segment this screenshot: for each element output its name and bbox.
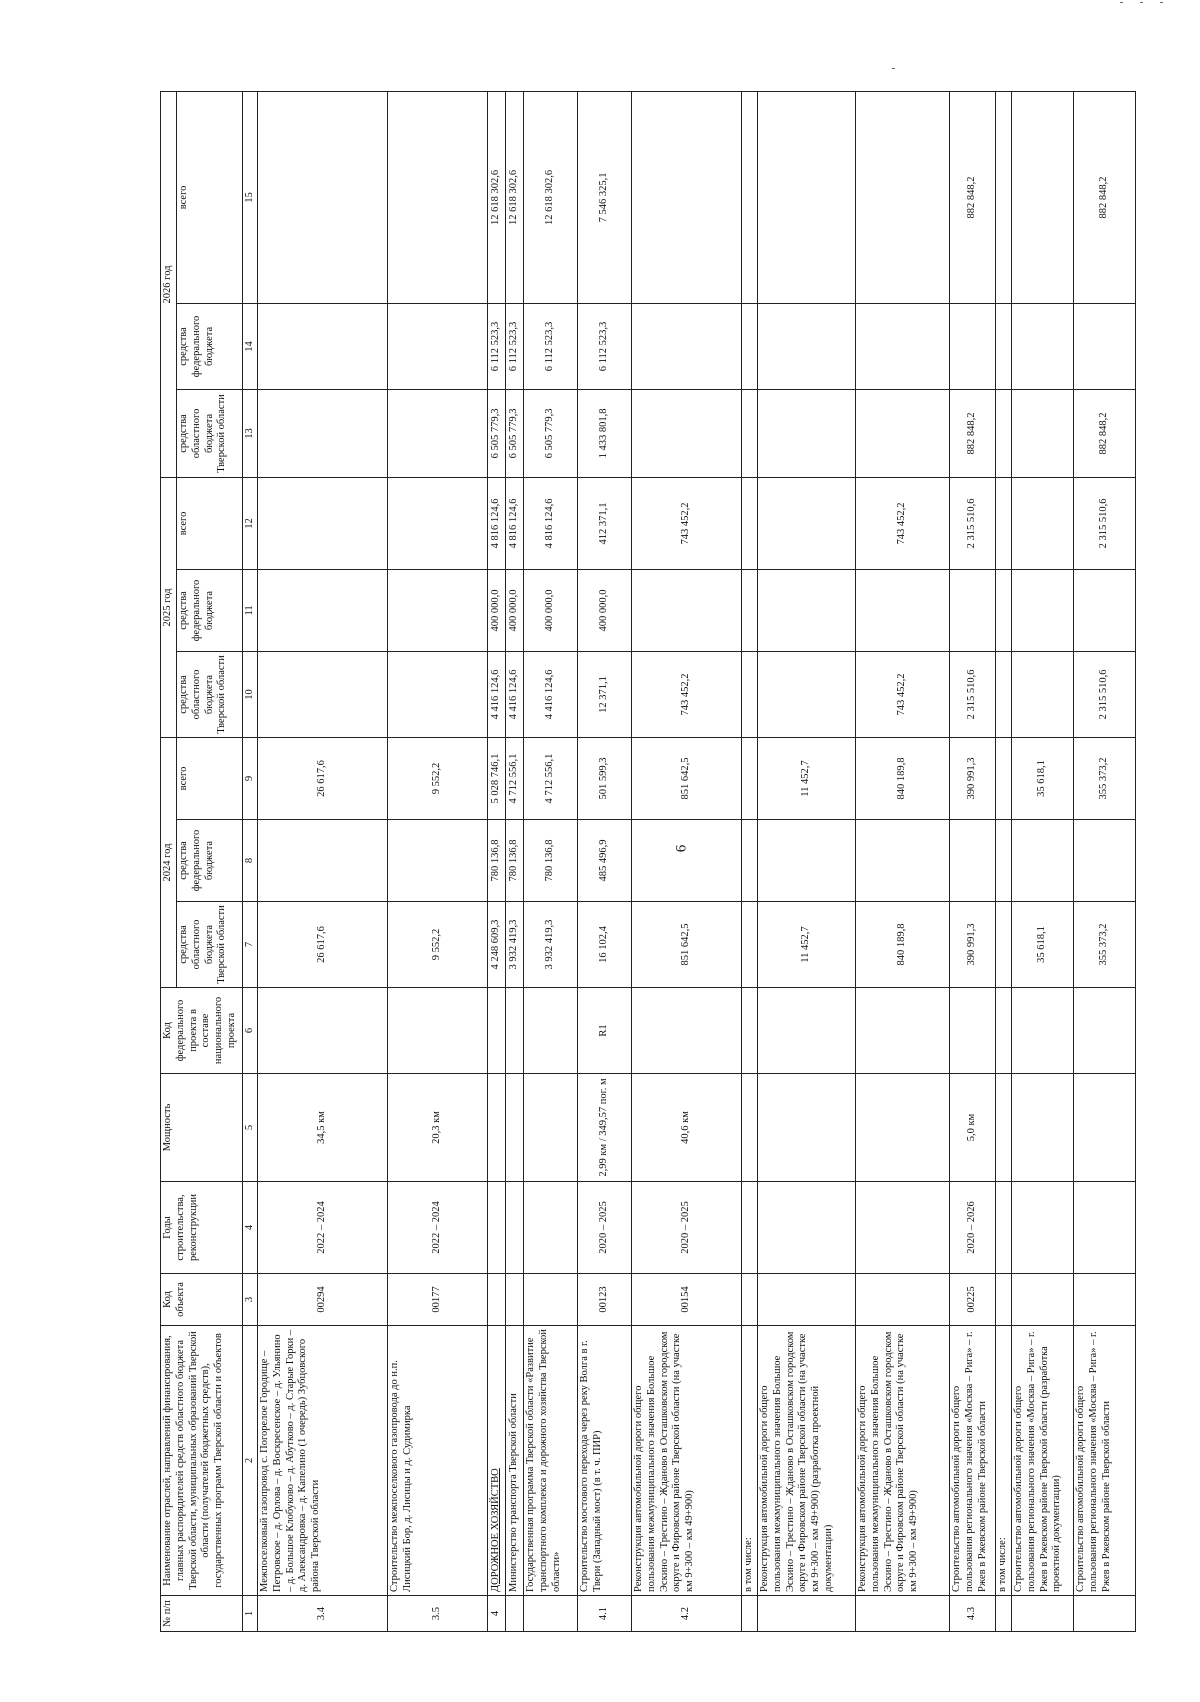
value-2024-federal bbox=[950, 820, 996, 902]
construction-years bbox=[856, 1182, 950, 1274]
value-2025-regional bbox=[742, 651, 758, 737]
col-number: 10 bbox=[243, 651, 258, 737]
construction-years: 2022 – 2024 bbox=[258, 1182, 388, 1274]
object-code bbox=[742, 1274, 758, 1326]
value-2025-total: 4 816 124,6 bbox=[524, 477, 578, 569]
header-federal-project-code: Код федерального проекта в составе национального проекта bbox=[161, 988, 243, 1074]
value-2024-federal: 780 136,8 bbox=[488, 820, 506, 902]
value-2025-total: 743 452,2 bbox=[632, 477, 742, 569]
row-number bbox=[524, 1596, 578, 1632]
table-row bbox=[950, 91, 996, 1631]
value-2025-total bbox=[388, 477, 488, 569]
value-2024-federal: 485 496,9 bbox=[578, 820, 632, 902]
value-2026-total bbox=[856, 91, 950, 303]
federal-project-code bbox=[950, 988, 996, 1074]
column-number-row bbox=[243, 91, 258, 1631]
col-number: 15 bbox=[243, 91, 258, 303]
value-2025-regional: 4 416 124,6 bbox=[488, 651, 506, 737]
table-row bbox=[506, 91, 524, 1631]
header-2025: 2025 год bbox=[161, 477, 177, 737]
row-number: 3.4 bbox=[258, 1596, 388, 1632]
table-row bbox=[258, 91, 388, 1631]
row-name: ДОРОЖНОЕ ХОЗЯЙСТВО bbox=[488, 1326, 506, 1596]
value-2026-regional bbox=[1012, 389, 1074, 477]
row-number: 4 bbox=[488, 1596, 506, 1632]
value-2024-regional: 840 189,8 bbox=[856, 902, 950, 988]
header-no: № п/п bbox=[161, 1596, 243, 1632]
value-2026-regional: 6 505 779,3 bbox=[488, 389, 506, 477]
federal-project-code bbox=[758, 988, 856, 1074]
value-2026-regional bbox=[996, 389, 1012, 477]
construction-years: 2022 – 2024 bbox=[388, 1182, 488, 1274]
value-2024-regional: 16 102,4 bbox=[578, 902, 632, 988]
federal-project-code bbox=[742, 988, 758, 1074]
value-2024-total: 840 189,8 bbox=[856, 737, 950, 819]
value-2026-federal bbox=[632, 303, 742, 389]
row-number bbox=[856, 1596, 950, 1632]
value-2026-federal bbox=[1012, 303, 1074, 389]
capacity bbox=[856, 1074, 950, 1182]
federal-project-code bbox=[488, 988, 506, 1074]
object-code bbox=[524, 1274, 578, 1326]
value-2026-regional bbox=[758, 389, 856, 477]
value-2025-regional: 12 371,1 bbox=[578, 651, 632, 737]
col-number: 8 bbox=[243, 820, 258, 902]
value-2025-federal: 400 000,0 bbox=[506, 569, 524, 651]
header-name: Наименование отраслей, направлений финансирования, главных распорядителей средств областного бюджета Тверской области, муниципальных образований Тверской области (получателей бюджетных средств), государственных программ Тверской области и объектов bbox=[161, 1326, 243, 1596]
object-code: 00154 bbox=[632, 1274, 742, 1326]
value-2025-total bbox=[758, 477, 856, 569]
capacity: 5,0 км bbox=[950, 1074, 996, 1182]
value-2026-federal bbox=[758, 303, 856, 389]
construction-years: 2020 – 2026 bbox=[950, 1182, 996, 1274]
object-code: 00123 bbox=[578, 1274, 632, 1326]
value-2025-total bbox=[1012, 477, 1074, 569]
value-2024-federal bbox=[996, 820, 1012, 902]
capacity bbox=[488, 1074, 506, 1182]
row-name: Строительство мостового перехода через реку Волга в г. Твери (Западный мост) (в т. ч. ПИР) bbox=[578, 1326, 632, 1596]
value-2025-regional bbox=[258, 651, 388, 737]
row-name: Министерство транспорта Тверской области bbox=[506, 1326, 524, 1596]
value-2025-federal bbox=[258, 569, 388, 651]
value-2025-total: 743 452,2 bbox=[856, 477, 950, 569]
header-2026-total: всего bbox=[177, 91, 243, 303]
header-years: Годы строительства, реконструкции bbox=[161, 1182, 243, 1274]
value-2025-regional bbox=[1012, 651, 1074, 737]
value-2024-regional: 3 932 419,3 bbox=[506, 902, 524, 988]
value-2024-total: 501 599,3 bbox=[578, 737, 632, 819]
row-number: 4.2 bbox=[632, 1596, 742, 1632]
object-code bbox=[856, 1274, 950, 1326]
value-2024-total: 355 373,2 bbox=[1074, 737, 1136, 819]
object-code bbox=[1074, 1274, 1136, 1326]
value-2025-total: 2 315 510,6 bbox=[950, 477, 996, 569]
value-2024-regional: 355 373,2 bbox=[1074, 902, 1136, 988]
col-number: 14 bbox=[243, 303, 258, 389]
value-2024-total: 851 642,5 bbox=[632, 737, 742, 819]
value-2025-total bbox=[742, 477, 758, 569]
header-2024: 2024 год bbox=[161, 737, 177, 987]
value-2024-total: 4 712 556,1 bbox=[506, 737, 524, 819]
value-2026-regional: 6 505 779,3 bbox=[506, 389, 524, 477]
value-2026-federal bbox=[388, 303, 488, 389]
header-object-code: Код объекта bbox=[161, 1274, 243, 1326]
value-2025-federal bbox=[632, 569, 742, 651]
value-2026-federal: 6 112 523,3 bbox=[488, 303, 506, 389]
construction-years bbox=[488, 1182, 506, 1274]
value-2025-total bbox=[258, 477, 388, 569]
table-row bbox=[856, 91, 950, 1631]
col-number: 11 bbox=[243, 569, 258, 651]
row-name: Реконструкция автомобильной дороги общего пользования межмуниципального значения Большое Эскино – Трестино – Жданово в Осташковском городском округе и Фировском районе Тверской области (на участке км 9+300 – км 49+900) (разработка проектной документации) bbox=[758, 1326, 856, 1596]
capacity bbox=[996, 1074, 1012, 1182]
value-2026-total: 12 618 302,6 bbox=[506, 91, 524, 303]
value-2025-federal bbox=[742, 569, 758, 651]
row-number bbox=[742, 1596, 758, 1632]
col-number: 4 bbox=[243, 1182, 258, 1274]
row-name: Реконструкция автомобильной дороги общего пользования межмуниципального значения Большое Эскино – Трестино – Жданово в Осташковском городском округе и Фировском районе Тверской области (на участке км 9+300 – км 49+900) bbox=[632, 1326, 742, 1596]
value-2025-federal bbox=[1012, 569, 1074, 651]
federal-project-code bbox=[258, 988, 388, 1074]
value-2025-federal: 400 000,0 bbox=[578, 569, 632, 651]
capacity bbox=[742, 1074, 758, 1182]
construction-years: 2020 – 2025 bbox=[632, 1182, 742, 1274]
value-2024-total: 35 618,1 bbox=[1012, 737, 1074, 819]
row-number: 4.3 bbox=[950, 1596, 996, 1632]
value-2024-federal: 780 136,8 bbox=[524, 820, 578, 902]
row-name: в том числе: bbox=[996, 1326, 1012, 1596]
capacity bbox=[506, 1074, 524, 1182]
value-2026-total: 7 546 325,1 bbox=[578, 91, 632, 303]
value-2025-total: 2 315 510,6 bbox=[1074, 477, 1136, 569]
row-name: Строительство межпоселкового газопровода до н.п. Лисицкий Бор, д. Лисицы и д. Судимирка bbox=[388, 1326, 488, 1596]
value-2026-total: 882 848,2 bbox=[1074, 91, 1136, 303]
row-name: Строительство автомобильной дороги общего пользования регионального значения «Москва – Рига» – г. Ржев в Ржевском районе Тверской области bbox=[1074, 1326, 1136, 1596]
value-2026-regional bbox=[742, 389, 758, 477]
value-2026-total bbox=[388, 91, 488, 303]
value-2024-total: 11 452,7 bbox=[758, 737, 856, 819]
value-2026-federal: 6 112 523,3 bbox=[506, 303, 524, 389]
value-2026-total bbox=[632, 91, 742, 303]
value-2026-total bbox=[1012, 91, 1074, 303]
capacity bbox=[1074, 1074, 1136, 1182]
row-number bbox=[1074, 1596, 1136, 1632]
value-2025-regional: 743 452,2 bbox=[632, 651, 742, 737]
value-2024-federal bbox=[632, 820, 742, 902]
capacity: 20,3 км bbox=[388, 1074, 488, 1182]
row-name: в том числе: bbox=[742, 1326, 758, 1596]
table-row bbox=[632, 91, 742, 1631]
value-2025-regional bbox=[388, 651, 488, 737]
table-row bbox=[524, 91, 578, 1631]
header-2024-regional: средства областного бюджета Тверской области bbox=[177, 902, 243, 988]
value-2025-regional: 4 416 124,6 bbox=[524, 651, 578, 737]
header-power: Мощность bbox=[161, 1074, 243, 1182]
object-code bbox=[996, 1274, 1012, 1326]
value-2025-federal bbox=[1074, 569, 1136, 651]
value-2024-federal bbox=[388, 820, 488, 902]
value-2024-regional: 35 618,1 bbox=[1012, 902, 1074, 988]
construction-years bbox=[1074, 1182, 1136, 1274]
value-2024-regional: 4 248 609,3 bbox=[488, 902, 506, 988]
value-2024-federal bbox=[742, 820, 758, 902]
scan-mark bbox=[1120, 2, 1123, 3]
row-number bbox=[506, 1596, 524, 1632]
object-code bbox=[758, 1274, 856, 1326]
value-2025-total: 4 816 124,6 bbox=[506, 477, 524, 569]
construction-years bbox=[1012, 1182, 1074, 1274]
col-number: 5 bbox=[243, 1074, 258, 1182]
federal-project-code bbox=[1012, 988, 1074, 1074]
value-2025-federal: 400 000,0 bbox=[488, 569, 506, 651]
col-number: 3 bbox=[243, 1274, 258, 1326]
header-2025-regional: средства областного бюджета Тверской области bbox=[177, 651, 243, 737]
value-2026-federal bbox=[856, 303, 950, 389]
table-row bbox=[578, 91, 632, 1631]
value-2024-federal bbox=[758, 820, 856, 902]
row-name: Межпоселковый газопровод с. Погорелое Городище – Петровское – д. Орлова – д. Воскресенское – д. Ульянино – д. Большое Клобуково – д. Абутково – д. Старые Горки – д. Александровка – д. Капелино (1 очередь) Зубцовского района Тверской области bbox=[258, 1326, 388, 1596]
value-2024-regional: 851 642,5 bbox=[632, 902, 742, 988]
value-2024-federal bbox=[1074, 820, 1136, 902]
value-2026-federal bbox=[996, 303, 1012, 389]
header-2026: 2026 год bbox=[161, 91, 177, 477]
table-row bbox=[742, 91, 758, 1631]
object-code bbox=[506, 1274, 524, 1326]
federal-project-code bbox=[388, 988, 488, 1074]
scan-mark bbox=[892, 68, 895, 69]
header-2026-federal: средства федерального бюджета bbox=[177, 303, 243, 389]
value-2025-total bbox=[996, 477, 1012, 569]
value-2026-federal bbox=[950, 303, 996, 389]
value-2026-regional: 6 505 779,3 bbox=[524, 389, 578, 477]
row-name: Государственная программа Тверской области «Развитие транспортного комплекса и дорожного хозяйства Тверской области» bbox=[524, 1326, 578, 1596]
construction-years bbox=[758, 1182, 856, 1274]
investment-table bbox=[160, 91, 1136, 1632]
row-number bbox=[996, 1596, 1012, 1632]
capacity: 2,99 км / 349,57 пог. м bbox=[578, 1074, 632, 1182]
object-code bbox=[1012, 1274, 1074, 1326]
value-2026-federal: 6 112 523,3 bbox=[578, 303, 632, 389]
value-2024-total: 9 552,2 bbox=[388, 737, 488, 819]
value-2025-federal bbox=[856, 569, 950, 651]
scan-mark bbox=[1160, 2, 1163, 3]
table-row bbox=[758, 91, 856, 1631]
value-2024-total bbox=[996, 737, 1012, 819]
rotated-table-container bbox=[160, 92, 1200, 1632]
row-number bbox=[1012, 1596, 1074, 1632]
row-name: Реконструкция автомобильной дороги общего пользования межмуниципального значения Большое Эскино – Трестино – Жданово в Осташковском городском округе и Фировском районе Тверской области (на участке км 9+300 – км 49+900) bbox=[856, 1326, 950, 1596]
col-number: 9 bbox=[243, 737, 258, 819]
federal-project-code bbox=[632, 988, 742, 1074]
value-2025-total: 412 371,1 bbox=[578, 477, 632, 569]
value-2026-federal bbox=[258, 303, 388, 389]
value-2026-total bbox=[996, 91, 1012, 303]
federal-project-code bbox=[856, 988, 950, 1074]
header-2025-total: всего bbox=[177, 477, 243, 569]
value-2026-federal bbox=[1074, 303, 1136, 389]
value-2024-regional: 3 932 419,3 bbox=[524, 902, 578, 988]
value-2025-federal bbox=[950, 569, 996, 651]
capacity bbox=[524, 1074, 578, 1182]
col-number: 12 bbox=[243, 477, 258, 569]
row-name: Строительство автомобильной дороги общего пользования регионального значения «Москва – Рига» – г. Ржев в Ржевском районе Тверской области (разработка проектной документации) bbox=[1012, 1326, 1074, 1596]
value-2025-federal bbox=[996, 569, 1012, 651]
table-row bbox=[488, 91, 506, 1631]
value-2026-federal bbox=[742, 303, 758, 389]
value-2025-regional: 743 452,2 bbox=[856, 651, 950, 737]
table-row bbox=[388, 91, 488, 1631]
federal-project-code bbox=[1074, 988, 1136, 1074]
scan-mark bbox=[1140, 2, 1143, 3]
col-number: 13 bbox=[243, 389, 258, 477]
value-2025-federal: 400 000,0 bbox=[524, 569, 578, 651]
value-2025-regional: 4 416 124,6 bbox=[506, 651, 524, 737]
value-2025-regional: 2 315 510,6 bbox=[1074, 651, 1136, 737]
value-2024-total: 390 991,3 bbox=[950, 737, 996, 819]
value-2026-regional bbox=[856, 389, 950, 477]
federal-project-code bbox=[524, 988, 578, 1074]
capacity bbox=[1012, 1074, 1074, 1182]
value-2025-regional: 2 315 510,6 bbox=[950, 651, 996, 737]
object-code: 00294 bbox=[258, 1274, 388, 1326]
value-2024-federal bbox=[258, 820, 388, 902]
header-2026-regional: средства областного бюджета Тверской области bbox=[177, 389, 243, 477]
value-2026-regional bbox=[632, 389, 742, 477]
value-2025-federal bbox=[758, 569, 856, 651]
value-2024-federal bbox=[1012, 820, 1074, 902]
value-2024-regional bbox=[742, 902, 758, 988]
col-number: 1 bbox=[243, 1596, 258, 1632]
value-2024-total: 26 617,6 bbox=[258, 737, 388, 819]
value-2025-total: 4 816 124,6 bbox=[488, 477, 506, 569]
construction-years bbox=[524, 1182, 578, 1274]
construction-years bbox=[742, 1182, 758, 1274]
capacity bbox=[758, 1074, 856, 1182]
value-2024-total bbox=[742, 737, 758, 819]
federal-project-code: R1 bbox=[578, 988, 632, 1074]
value-2026-total bbox=[742, 91, 758, 303]
value-2025-federal bbox=[388, 569, 488, 651]
value-2026-regional bbox=[388, 389, 488, 477]
table-row bbox=[1074, 91, 1136, 1631]
value-2026-total bbox=[258, 91, 388, 303]
row-number bbox=[758, 1596, 856, 1632]
header-2024-total: всего bbox=[177, 737, 243, 819]
value-2025-regional bbox=[758, 651, 856, 737]
value-2024-regional: 9 552,2 bbox=[388, 902, 488, 988]
value-2024-regional bbox=[996, 902, 1012, 988]
row-name: Строительство автомобильной дороги общего пользования регионального значения «Москва – Рига» – г. Ржев в Ржевском районе Тверской области bbox=[950, 1326, 996, 1596]
value-2026-federal: 6 112 523,3 bbox=[524, 303, 578, 389]
object-code bbox=[488, 1274, 506, 1326]
federal-project-code bbox=[996, 988, 1012, 1074]
object-code: 00177 bbox=[388, 1274, 488, 1326]
construction-years bbox=[506, 1182, 524, 1274]
value-2026-regional: 882 848,2 bbox=[950, 389, 996, 477]
header-2025-federal: средства федерального бюджета bbox=[177, 569, 243, 651]
capacity: 34,5 км bbox=[258, 1074, 388, 1182]
value-2024-regional: 26 617,6 bbox=[258, 902, 388, 988]
col-number: 7 bbox=[243, 902, 258, 988]
construction-years bbox=[996, 1182, 1012, 1274]
table-row bbox=[996, 91, 1012, 1631]
value-2026-total: 882 848,2 bbox=[950, 91, 996, 303]
object-code: 00225 bbox=[950, 1274, 996, 1326]
value-2024-federal: 780 136,8 bbox=[506, 820, 524, 902]
value-2024-total: 5 028 746,1 bbox=[488, 737, 506, 819]
value-2026-total: 12 618 302,6 bbox=[524, 91, 578, 303]
federal-project-code bbox=[506, 988, 524, 1074]
value-2024-regional: 390 991,3 bbox=[950, 902, 996, 988]
value-2024-regional: 11 452,7 bbox=[758, 902, 856, 988]
table-row bbox=[1012, 91, 1074, 1631]
value-2026-total bbox=[758, 91, 856, 303]
capacity: 40,6 км bbox=[632, 1074, 742, 1182]
header-2024-federal: средства федерального бюджета bbox=[177, 820, 243, 902]
page-number: 6 bbox=[673, 844, 690, 853]
value-2025-regional bbox=[996, 651, 1012, 737]
value-2026-regional bbox=[258, 389, 388, 477]
row-number: 4.1 bbox=[578, 1596, 632, 1632]
construction-years: 2020 – 2025 bbox=[578, 1182, 632, 1274]
col-number: 6 bbox=[243, 988, 258, 1074]
value-2024-total: 4 712 556,1 bbox=[524, 737, 578, 819]
value-2026-regional: 1 433 801,8 bbox=[578, 389, 632, 477]
row-number: 3.5 bbox=[388, 1596, 488, 1632]
value-2026-total: 12 618 302,6 bbox=[488, 91, 506, 303]
value-2026-regional: 882 848,2 bbox=[1074, 389, 1136, 477]
value-2024-federal bbox=[856, 820, 950, 902]
col-number: 2 bbox=[243, 1326, 258, 1596]
